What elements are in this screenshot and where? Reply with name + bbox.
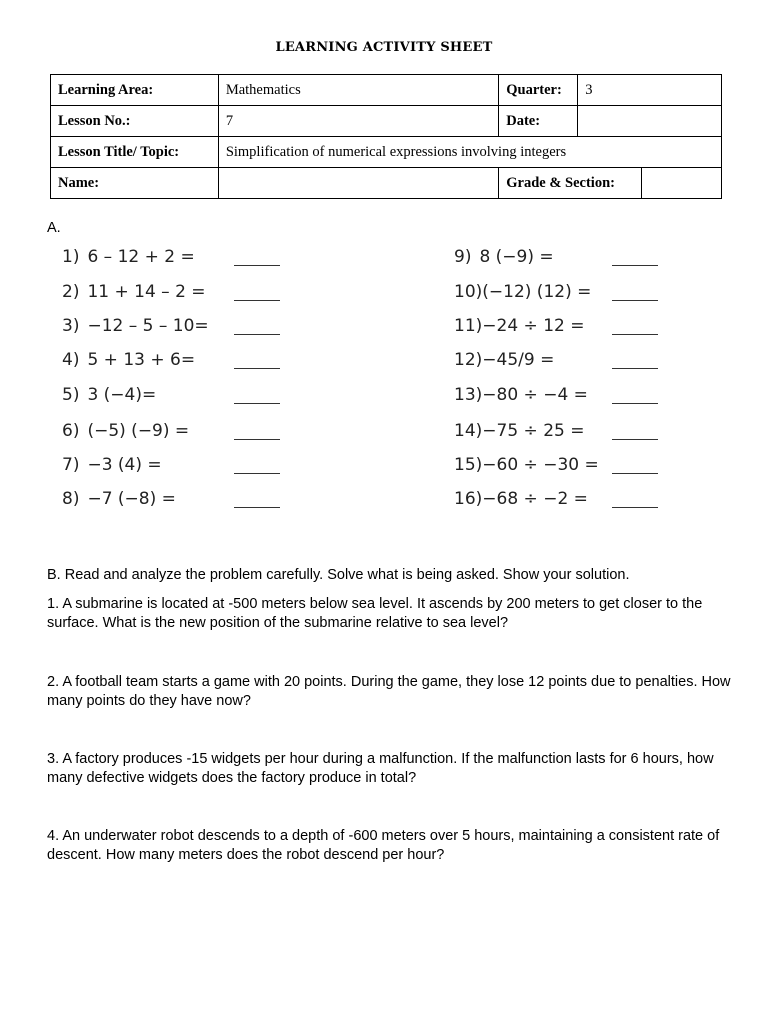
word-problem-2: 2. A football team starts a game with 20 points. During the game, they lose 12 points due to penalties. How many points do they have now? xyxy=(47,674,731,709)
answer-blank[interactable] xyxy=(234,324,280,335)
word-problem-4: 4. An underwater robot descends to a depth of -600 meters over 5 hours, maintaining a consistent rate of descent. How many meters does the robot descend per hour? xyxy=(47,828,720,863)
date-field[interactable] xyxy=(578,106,722,137)
problem-number: 6) xyxy=(62,421,80,441)
problem-item xyxy=(62,316,209,340)
topic-label: Lesson Title/ Topic: xyxy=(51,137,219,168)
problem-item xyxy=(454,489,588,513)
problem-number: 1) xyxy=(62,247,80,267)
problem-expression: −45/9 = xyxy=(482,350,555,370)
lesson-no-row xyxy=(51,106,722,137)
problem-item xyxy=(62,455,162,479)
problem-expression: 6 – 12 + 2 = xyxy=(87,247,195,267)
problem-expression: 5 + 13 + 6= xyxy=(87,350,196,370)
problem-item xyxy=(62,350,195,374)
topic-value: Simplification of numerical expressions involving integers xyxy=(218,137,721,168)
quarter-label: Quarter: xyxy=(499,75,578,106)
section-b-instructions: B. Read and analyze the problem carefully. Solve what is being asked. Show your solution. xyxy=(47,567,630,583)
problem-expression: (−12) (12) = xyxy=(482,282,592,302)
problem-number: 5) xyxy=(62,385,80,405)
name-label: Name: xyxy=(51,168,219,199)
learning-area-row xyxy=(51,75,722,106)
name-row xyxy=(51,168,722,199)
answer-blank[interactable] xyxy=(234,393,280,404)
problem-expression: −68 ÷ −2 = xyxy=(482,489,588,509)
problem-expression: −60 ÷ −30 = xyxy=(482,455,599,475)
grade-section-field[interactable] xyxy=(642,168,722,199)
problems-right-column xyxy=(454,247,674,527)
problem-item xyxy=(454,455,599,479)
problem-expression: 3 (−4)= xyxy=(87,385,157,405)
answer-blank[interactable] xyxy=(234,255,280,266)
problem-item xyxy=(62,247,195,271)
problem-expression: 11 + 14 – 2 = xyxy=(87,282,206,302)
problem-number: 4) xyxy=(62,350,80,370)
problem-expression: 8 (−9) = xyxy=(479,247,554,267)
problem-expression: (−5) (−9) = xyxy=(87,421,190,441)
problem-item xyxy=(454,247,554,271)
problem-number: 9) xyxy=(454,247,472,267)
sheet-title: LEARNING ACTIVITY SHEET xyxy=(275,40,493,55)
grade-section-label: Grade & Section: xyxy=(499,168,642,199)
lesson-no-value: 7 xyxy=(218,106,498,137)
word-problem-3: 3. A factory produces -15 widgets per hour during a malfunction. If the malfunction lasts for 6 hours, how many defective widgets does the factory produce in total? xyxy=(47,751,714,786)
answer-blank[interactable] xyxy=(612,358,658,369)
topic-row xyxy=(51,137,722,168)
quarter-value: 3 xyxy=(578,75,722,106)
problem-number: 16) xyxy=(454,489,483,509)
problem-expression: −24 ÷ 12 = xyxy=(482,316,585,336)
problem-item xyxy=(62,282,206,306)
answer-blank[interactable] xyxy=(234,358,280,369)
problem-item xyxy=(62,421,189,445)
problem-expression: −75 ÷ 25 = xyxy=(482,421,585,441)
problem-number: 7) xyxy=(62,455,80,475)
problem-number: 15) xyxy=(454,455,483,475)
problem-number: 3) xyxy=(62,316,80,336)
lesson-no-label: Lesson No.: xyxy=(51,106,219,137)
answer-blank[interactable] xyxy=(612,255,658,266)
problem-item xyxy=(62,385,156,409)
problem-number: 8) xyxy=(62,489,80,509)
problems-left-column xyxy=(62,247,292,527)
learning-area-label: Learning Area: xyxy=(51,75,219,106)
answer-blank[interactable] xyxy=(612,463,658,474)
problem-number: 10) xyxy=(454,282,483,302)
info-table xyxy=(50,74,722,199)
problem-number: 13) xyxy=(454,385,483,405)
answer-blank[interactable] xyxy=(612,290,658,301)
name-field[interactable] xyxy=(218,168,498,199)
answer-blank[interactable] xyxy=(612,324,658,335)
problem-expression: −7 (−8) = xyxy=(87,489,176,509)
word-problem-1: 1. A submarine is located at -500 meters below sea level. It ascends by 200 meters to get closer to the surface. What is the new position of the submarine relative to sea level? xyxy=(47,596,703,631)
problem-expression: −12 – 5 – 10= xyxy=(87,316,209,336)
learning-area-value: Mathematics xyxy=(218,75,498,106)
answer-blank[interactable] xyxy=(234,463,280,474)
problem-number: 12) xyxy=(454,350,483,370)
problem-item xyxy=(454,385,588,409)
date-label: Date: xyxy=(499,106,578,137)
answer-blank[interactable] xyxy=(234,429,280,440)
problem-item xyxy=(454,421,584,445)
answer-blank[interactable] xyxy=(234,497,280,508)
section-a-label: A. xyxy=(47,220,61,236)
answer-blank[interactable] xyxy=(234,290,280,301)
problem-expression: −80 ÷ −4 = xyxy=(482,385,588,405)
problem-expression: −3 (4) = xyxy=(87,455,162,475)
answer-blank[interactable] xyxy=(612,429,658,440)
problem-number: 11) xyxy=(454,316,483,336)
problem-item xyxy=(454,350,554,374)
problem-number: 14) xyxy=(454,421,483,441)
answer-blank[interactable] xyxy=(612,497,658,508)
problem-item xyxy=(454,316,584,340)
answer-blank[interactable] xyxy=(612,393,658,404)
problem-item xyxy=(62,489,176,513)
problem-item xyxy=(454,282,591,306)
problem-number: 2) xyxy=(62,282,80,302)
